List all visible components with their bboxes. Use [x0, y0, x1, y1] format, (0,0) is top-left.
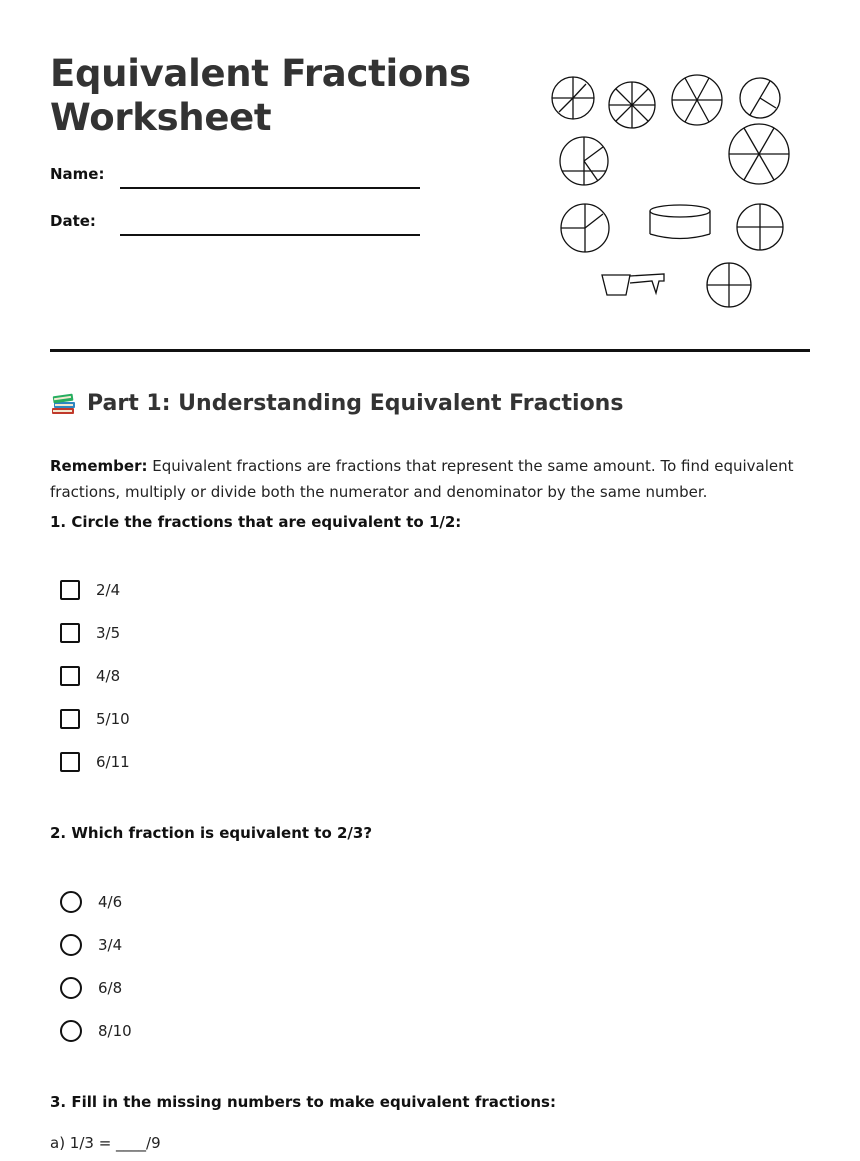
checkbox[interactable]	[60, 666, 80, 686]
option-label: 3/4	[98, 936, 123, 954]
name-label: Name:	[50, 165, 105, 183]
worksheet-title	[50, 52, 471, 140]
pie-fifths-icon	[560, 137, 608, 185]
question-2: 2. Which fraction is equivalent to 2/3?	[50, 824, 373, 842]
date-label: Date:	[50, 212, 96, 230]
radio-button[interactable]	[60, 934, 82, 956]
pie-sixths-icon	[729, 124, 789, 184]
part-1-heading	[50, 389, 623, 417]
question-1: 1. Circle the fractions that are equivalent to 1/2:	[50, 513, 462, 531]
fill-in-item[interactable]: a) 1/3 = ____/9	[50, 1134, 161, 1152]
checkbox[interactable]	[60, 709, 80, 729]
remember-text: Equivalent fractions are fractions that represent the same amount. To find equivalent fractions, multiply or divide both the numerator and denominator by the same number.	[50, 457, 794, 501]
title-line-1: Equivalent Fractions	[50, 52, 471, 95]
q1-option[interactable]	[60, 620, 120, 646]
option-label: 4/6	[98, 893, 123, 911]
q1-option[interactable]	[60, 663, 120, 689]
option-label: 6/8	[98, 979, 123, 997]
radio-button[interactable]	[60, 891, 82, 913]
fractions-illustration	[540, 60, 800, 315]
measuring-cup-icon	[602, 274, 664, 295]
radio-button[interactable]	[60, 977, 82, 999]
pie-eighths-icon	[609, 82, 655, 128]
radio-button[interactable]	[60, 1020, 82, 1042]
q2-option[interactable]	[60, 975, 122, 1001]
option-label: 3/5	[96, 624, 121, 642]
remember-label: Remember:	[50, 457, 148, 475]
question-3: 3. Fill in the missing numbers to make equivalent fractions:	[50, 1093, 556, 1111]
option-label: 4/8	[96, 667, 121, 685]
q2-option[interactable]	[60, 1018, 132, 1044]
q2-option[interactable]	[60, 889, 122, 915]
checkbox[interactable]	[60, 752, 80, 772]
option-label: 6/11	[96, 753, 130, 771]
pie-fourths-icon	[737, 204, 783, 250]
option-label: 5/10	[96, 710, 130, 728]
books-icon	[50, 389, 78, 417]
pie-halves-icon	[740, 78, 780, 118]
pie-fourths-icon	[561, 204, 609, 252]
cake-pan-icon	[650, 205, 710, 239]
option-label: 2/4	[96, 581, 121, 599]
remember-note	[50, 453, 820, 505]
q1-option[interactable]	[60, 577, 120, 603]
pie-sixths-icon	[672, 75, 722, 125]
q2-option[interactable]	[60, 932, 122, 958]
option-label: 8/10	[98, 1022, 132, 1040]
pie-eighths-icon	[552, 77, 594, 119]
section-divider	[50, 349, 810, 352]
checkbox[interactable]	[60, 623, 80, 643]
pie-fourths-icon	[707, 263, 751, 307]
q1-option[interactable]	[60, 706, 130, 732]
q1-option[interactable]	[60, 749, 130, 775]
date-field[interactable]	[120, 234, 420, 236]
part-1-title: Part 1: Understanding Equivalent Fractions	[87, 390, 624, 416]
name-field[interactable]	[120, 187, 420, 189]
checkbox[interactable]	[60, 580, 80, 600]
title-line-2: Worksheet	[50, 96, 272, 139]
